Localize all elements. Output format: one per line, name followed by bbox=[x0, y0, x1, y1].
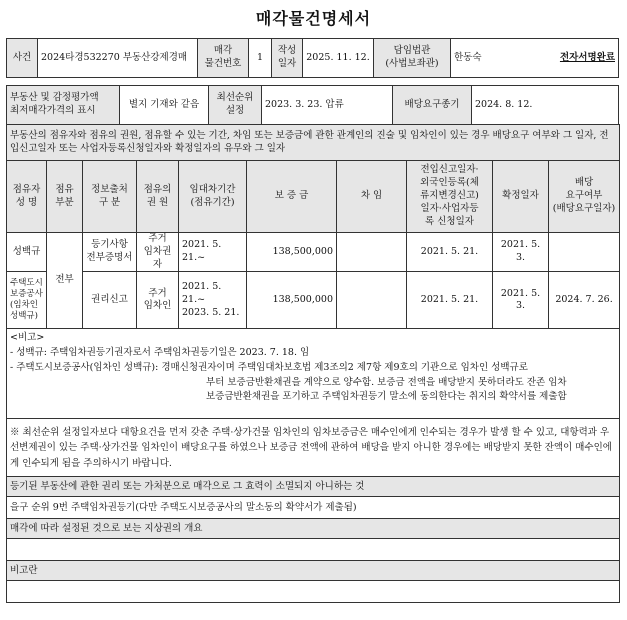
remark-line: 부터 보증금반환채권을 계약으로 양수함. 보증금 전액을 배당받지 못하더라도 잔존 임차 bbox=[206, 376, 567, 388]
occupancy-description: 부동산의 점유자와 점유의 권원, 점유할 수 있는 기간, 차임 또는 보증금에 관한 관계인의 진술 및 임차인이 있는 경우 배당요구 여부와 그 일자, 전입신고일자 또는 사업자등록신청일자와 확정일자의 유무와 그 일자 bbox=[7, 125, 620, 161]
first-lien-value: 2023. 3. 23. 압류 bbox=[262, 86, 393, 125]
case-header-table bbox=[6, 38, 619, 78]
col-header-title: 점유의 권 원 bbox=[137, 161, 179, 233]
valuation-table bbox=[6, 85, 619, 125]
occupant-name-1: 성백규 bbox=[7, 233, 47, 272]
col-header-period: 임대차기간 (점유기간) bbox=[179, 161, 247, 233]
superficies-value bbox=[7, 539, 620, 561]
occupancy-table bbox=[6, 124, 620, 603]
remarks-section-header: 비고란 bbox=[7, 561, 620, 581]
deposit: 138,500,000 bbox=[247, 272, 337, 329]
judge-name: 한동숙 bbox=[451, 39, 543, 78]
document-title: 매각물건명세서 bbox=[255, 9, 372, 28]
occupied-part: 전부 bbox=[47, 233, 83, 329]
deposit: 138,500,000 bbox=[247, 233, 337, 272]
rights-header: 등기된 부동산에 관한 권리 또는 가처분으로 매각으로 그 효력이 소멸되지 아니하는 것 bbox=[7, 477, 620, 497]
superficies-header: 매각에 따라 설정된 것으로 보는 지상권의 개요 bbox=[7, 519, 620, 539]
col-header-move-in: 전입신고일자· 외국인등록(체 류지변경신고) 일자·사업자등 록 신청일자 bbox=[407, 161, 493, 233]
lease-period: 2021. 5. 21.~ 2023. 5. 21. bbox=[179, 272, 247, 329]
move-in-date: 2021. 5. 21. bbox=[407, 272, 493, 329]
judge-label: 담임법관 (사법보좌관) bbox=[374, 39, 451, 78]
rent bbox=[337, 233, 407, 272]
deadline-label: 배당요구종기 bbox=[393, 86, 472, 125]
remark-line: - 성백규: 주택임차권등기권자로서 주택임차권등기일은 2023. 7. 18. 임 bbox=[10, 347, 310, 359]
remarks-label: <비고> bbox=[10, 332, 45, 344]
fixed-date: 2021. 5. 3. bbox=[493, 233, 549, 272]
valuation-value: 별지 기재와 같음 bbox=[120, 86, 209, 125]
date-label: 작성 일자 bbox=[272, 39, 303, 78]
table-row bbox=[7, 272, 620, 329]
remark-line: - 주택도시보증공사(임차인 성백규): 경매신청권자이며 주택임대차보호법 제3조의2 제7항 제9호의 기관으로 임차인 성백규로 bbox=[10, 361, 528, 373]
item-no-label: 매각 물건번호 bbox=[198, 39, 249, 78]
rent bbox=[337, 272, 407, 329]
remarks-box bbox=[7, 329, 620, 419]
date-value: 2025. 11. 12. bbox=[303, 39, 374, 78]
col-header-fixed-date: 확정일자 bbox=[493, 161, 549, 233]
col-header-rent: 차 임 bbox=[337, 161, 407, 233]
col-header-part: 점유 부분 bbox=[47, 161, 83, 233]
col-header-claim: 배당 요구여부 (배당요구일자) bbox=[549, 161, 620, 233]
fixed-date: 2021. 5. 3. bbox=[493, 272, 549, 329]
item-no-value: 1 bbox=[249, 39, 272, 78]
move-in-date: 2021. 5. 21. bbox=[407, 233, 493, 272]
remark-line: 보증금반환채권을 포기하고 주택임차권등기 말소에 동의한다는 취지의 확약서를 제출함 bbox=[206, 391, 567, 403]
lease-period: 2021. 5. 21.~ bbox=[179, 233, 247, 272]
valuation-label: 부동산 및 감정평가액 최저매각가격의 표시 bbox=[7, 86, 120, 125]
claim-date: 2024. 7. 26. bbox=[549, 272, 620, 329]
info-source: 권리신고 bbox=[83, 272, 137, 329]
occupancy-title: 주거 임차인 bbox=[137, 272, 179, 329]
first-lien-label: 최선순위 설정 bbox=[209, 86, 262, 125]
occupant-name-2: 주택도시 보증공사 (임차인 성백규) bbox=[7, 272, 47, 329]
col-header-occupant: 점유자 성 명 bbox=[7, 161, 47, 233]
deadline-value: 2024. 8. 12. bbox=[472, 86, 619, 125]
col-header-deposit: 보 증 금 bbox=[247, 161, 337, 233]
claim-date bbox=[549, 233, 620, 272]
info-source: 등기사항 전부증명서 bbox=[83, 233, 137, 272]
case-value: 2024타경532270 부동산강제경매 bbox=[38, 39, 198, 78]
warning-notice: ※ 최선순위 설정일자보다 대항요건을 먼저 갖춘 주택·상가건물 임차인의 임차보증금은 매수인에게 인수되는 경우가 발생 할 수 있고, 대항력과 우선변제권이 있는 주택·상가건물 임차인이 배당요구를 하였으나 보증금 전액에 관하여 배당을 받지 아니한 경우에는 배당받지 못한 잔액이 매수인에게 인수되게 됨을 주의하시기 바랍니다. bbox=[7, 419, 620, 477]
col-header-source: 정보출처 구 분 bbox=[83, 161, 137, 233]
signature-stamp: 전자서명완료 bbox=[559, 51, 615, 63]
table-row bbox=[7, 233, 620, 272]
case-label: 사건 bbox=[7, 39, 38, 78]
remarks-section-value bbox=[7, 581, 620, 603]
occupancy-title: 주거 임차권자 bbox=[137, 233, 179, 272]
rights-value: 을구 순위 9번 주택임차권등기(다만 주택도시보증공사의 말소동의 확약서가 제출됨) bbox=[7, 497, 620, 519]
